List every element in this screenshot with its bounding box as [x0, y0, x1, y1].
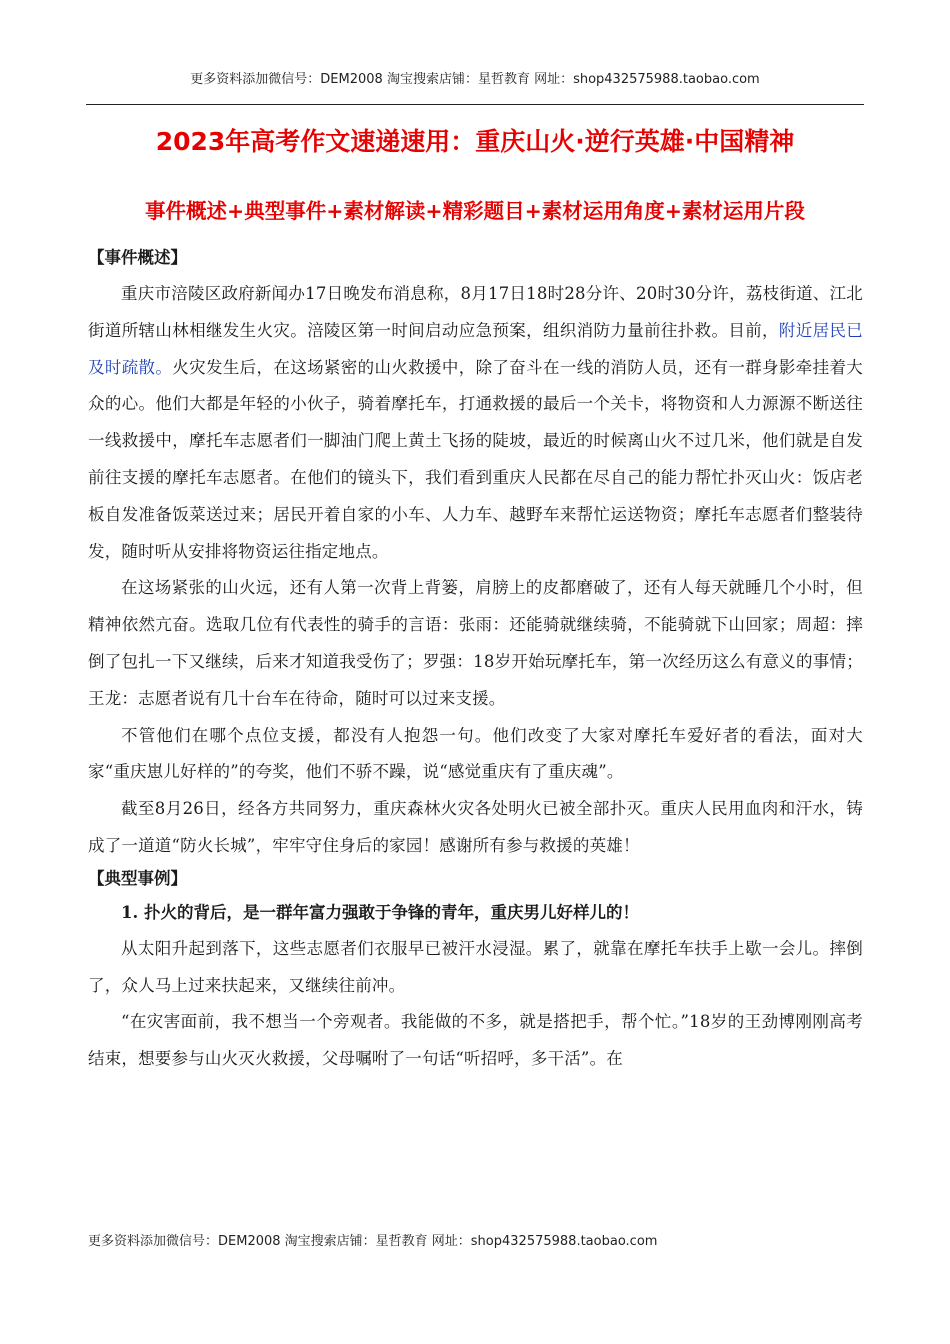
page-title: 2023年高考作文速递速用：重庆山火·逆行英雄·中国精神	[155, 127, 795, 156]
overview-p1-text-b: 火灾发生后，在这场紧密的山火救援中，除了奋斗在一线的消防人员，还有一群身影牵挂着大众的心。他们大都是年轻的小伙子，骑着摩托车，打通救援的最后一个关卡，将物资和人力源源不断送往一线救援中，摩托车志愿者们一脚油门爬上黄土飞扬的陡坡，最近的时候离山火不过几米，他们就是自发前往支援的摩托车志愿者。在他们的镜头下，我们看到重庆人民都在尽自己的能力帮忙扑灭山火：饭店老板自发准备饭菜送过来；居民开着自家的小车、人力车、越野车来帮忙运送物资；摩托车志愿者们整装待发，随时听从安排将物资运往指定地点。	[88, 357, 864, 561]
overview-p1-text-a: 重庆市涪陵区政府新闻办17日晚发布消息称，8月17日18时28分许、20时30分许，荔枝街道、江北街道所辖山林相继发生火灾。涪陵区第一时间启动应急预案，组织消防力量前往扑救。目前，	[88, 284, 863, 340]
overview-paragraph-3: 不管他们在哪个点位支援，都没有人抱怨一句。他们改变了大家对摩托车爱好者的看法，面对大家“重庆崽儿好样的”的夸奖，他们不骄不躁，说“感觉重庆有了重庆魂”。	[88, 725, 863, 782]
page-subtitle: 事件概述+典型事件+素材解读+精彩题目+素材运用角度+素材运用片段	[145, 199, 805, 223]
example-paragraph-1: 从太阳升起到落下，这些志愿者们衣服早已被汗水浸湿。累了，就靠在摩托车扶手上歇一会儿。摔倒了，众人马上过来扶起来，又继续往前冲。	[88, 938, 863, 995]
overview-paragraph-1	[88, 276, 863, 570]
example-item-title: 1. 扑火的背后，是一群年富力强敢于争锋的青年，重庆男儿好样儿的！	[121, 902, 639, 922]
footer-contact-note: 更多资料添加微信号：DEM2008 淘宝搜索店铺：星哲教育 网址：shop432575988.taobao.com	[88, 1234, 658, 1249]
example-paragraph-2: “在灾害面前，我不想当一个旁观者。我能做的不多，就是搭把手，帮个忙。”18岁的王劲博刚刚高考结束，想要参与山火灭火救援，父母嘱咐了一句话“听招呼，多干活”。在	[88, 1012, 863, 1069]
overview-paragraph-2: 在这场紧张的山火远，还有人第一次背上背篓，肩膀上的皮都磨破了，还有人每天就睡几个小时，但精神依然亢奋。选取几位有代表性的骑手的言语：张雨：还能骑就继续骑，不能骑就下山回家；周超：摔倒了包扎一下又继续，后来才知道我受伤了；罗强：18岁开始玩摩托车，第一次经历这么有意义的事情；王龙：志愿者说有几十台车在待命，随时可以过来支援。	[88, 578, 863, 708]
header-contact-note: 更多资料添加微信号：DEM2008 淘宝搜索店铺：星哲教育 网址：shop432575988.taobao.com	[190, 72, 760, 87]
highlighted-evacuation-text: 附近居民已及时疏散。	[88, 320, 864, 377]
section-heading-overview: 【事件概述】	[88, 248, 187, 267]
section-heading-examples: 【典型事例】	[88, 868, 187, 888]
article-body	[88, 246, 863, 1078]
overview-paragraph-4: 截至8月26日，经各方共同努力，重庆森林火灾各处明火已被全部扑灭。重庆人民用血肉和汗水，铸成了一道道“防火长城”，牢牢守住身后的家园！感谢所有参与救援的英雄！	[88, 799, 863, 855]
header-divider	[86, 104, 864, 105]
